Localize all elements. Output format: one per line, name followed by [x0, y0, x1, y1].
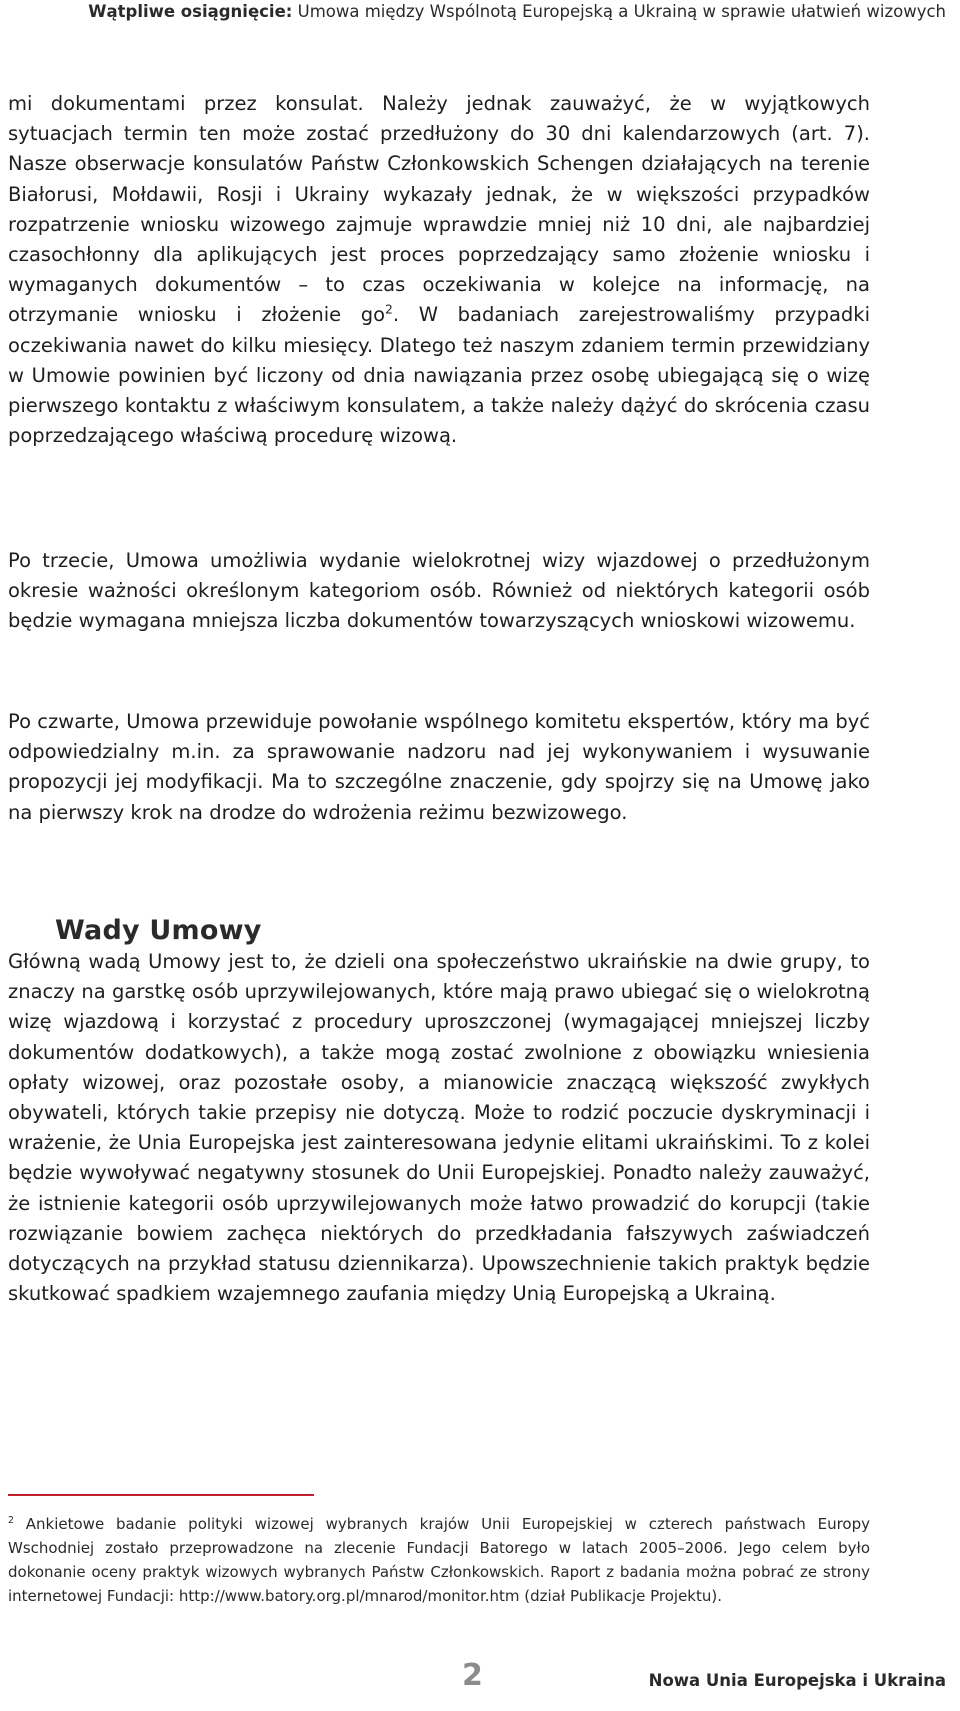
- footnote-text: Ankietowe badanie polityki wizowej wybranych krajów Unii Europejskiej w czterech państwach Europy Wschodniej zostało przeprowadzone na zlecenie Fundacji Batorego w latach 2005–2006. Jego celem było dokonanie oceny praktyk wizowych wybranych Państw Członkowskich. Raport z badania można pobrać ze strony internetowej Fundacji: http://www.batory.org.pl/mnarod/monitor.htm (dział Publikacje Projektu).: [8, 1515, 870, 1605]
- running-header-title-bold: Wątpliwe osiągnięcie:: [88, 2, 293, 21]
- page-number: 2: [462, 1658, 483, 1693]
- footnote-divider: [8, 1494, 314, 1496]
- paragraph-text: . W badaniach zarejestrowaliśmy przypadki oczekiwania nawet do kilku miesięcy. Dlatego też naszym zdaniem termin przewidziany w Umowie powinien być liczony od dnia nawiązania przez osobę ubiegającą się o wizę pierwszego kontaktu z właściwym konsulatem, a także należy dążyć do skrócenia czasu poprzedzającego właściwą procedurę wizową.: [8, 303, 870, 448]
- footnote-number: 2: [8, 1515, 14, 1526]
- running-header-title-rest: Umowa między Wspólnotą Europejską a Ukrainą w sprawie ułatwień wizowych: [292, 2, 946, 21]
- paragraph-third-point: Po trzecie, Umowa umożliwia wydanie wielokrotnej wizy wjazdowej o przedłużonym okresie ważności określonym kategoriom osób. Również od niektórych kategorii osób będzie wymagana mniejsza liczba dokumentów towarzyszących wnioskowi wizowemu.: [8, 549, 870, 633]
- paragraph-fourth-point: Po czwarte, Umowa przewiduje powołanie wspólnego komitetu ekspertów, który ma być odpowiedzialny m.in. za sprawowanie nadzoru nad jej wykonywaniem i wysuwanie propozycji jej modyfikacji. Ma to szczególne znaczenie, gdy spojrzy się na Umowę jako na pierwszy krok na drodze do wdrożenia reżimu bezwizowego.: [8, 710, 870, 824]
- footnote-reference[interactable]: 2: [385, 302, 393, 317]
- publication-title: Nowa Unia Europejska i Ukraina: [648, 1671, 946, 1690]
- section-heading: Wady Umowy: [55, 915, 262, 946]
- running-header: [88, 2, 946, 21]
- paragraph-agreement-flaws: Główną wadą Umowy jest to, że dzieli ona społeczeństwo ukraińskie na dwie grupy, to znaczy na garstkę osób uprzywilejowanych, które mają prawo ubiegać się o wielokrotną wizę wjazdową i korzystać z procedury uproszczonej (wymagającej mniejszej liczby dokumentów dodatkowych), a także mogą zostać zwolnione z obowiązku wniesienia opłaty wizowej, oraz pozostałe osoby, a mianowicie znaczącą większość zwykłych obywateli, których takie przepisy nie dotyczą. Może to rodzić poczucie dyskryminacji i wrażenie, że Unia Europejska jest zainteresowana jedynie elitami ukraińskimi. To z kolei będzie wywoływać negatywny stosunek do Unii Europejskiej. Ponadto należy zauważyć, że istnienie kategorii osób uprzywilejowanych może łatwo prowadzić do korupcji (takie rozwiązanie bowiem zachęca niektórych do przedkładania fałszywych zaświadczeń dotyczących na przykład statusu dziennikarza). Upowszechnienie takich praktyk będzie skutkować spadkiem wzajemnego zaufania między Unią Europejską a Ukrainą.: [8, 950, 870, 1306]
- paragraph-consulate-waiting-time: [8, 89, 870, 451]
- footnote: [8, 1512, 870, 1608]
- paragraph-text: mi dokumentami przez konsulat. Należy jednak zauważyć, że w wyjątkowych sytuacjach termin ten może zostać przedłużony do 30 dni kalendarzowych (art. 7). Nasze obserwacje konsulatów Państw Członkowskich Schengen działających na terenie Białorusi, Mołdawii, Rosji i Ukrainy wykazały jednak, że w większości przypadków rozpatrzenie wniosku wizowego zajmuje wprawdzie mniej niż 10 dni, ale najbardziej czasochłonny dla aplikujących jest proces poprzedzający samo złożenie wniosku i wymaganych dokumentów – to czas oczekiwania w kolejce na informację, na otrzymanie wniosku i złożenie go: [8, 92, 870, 327]
